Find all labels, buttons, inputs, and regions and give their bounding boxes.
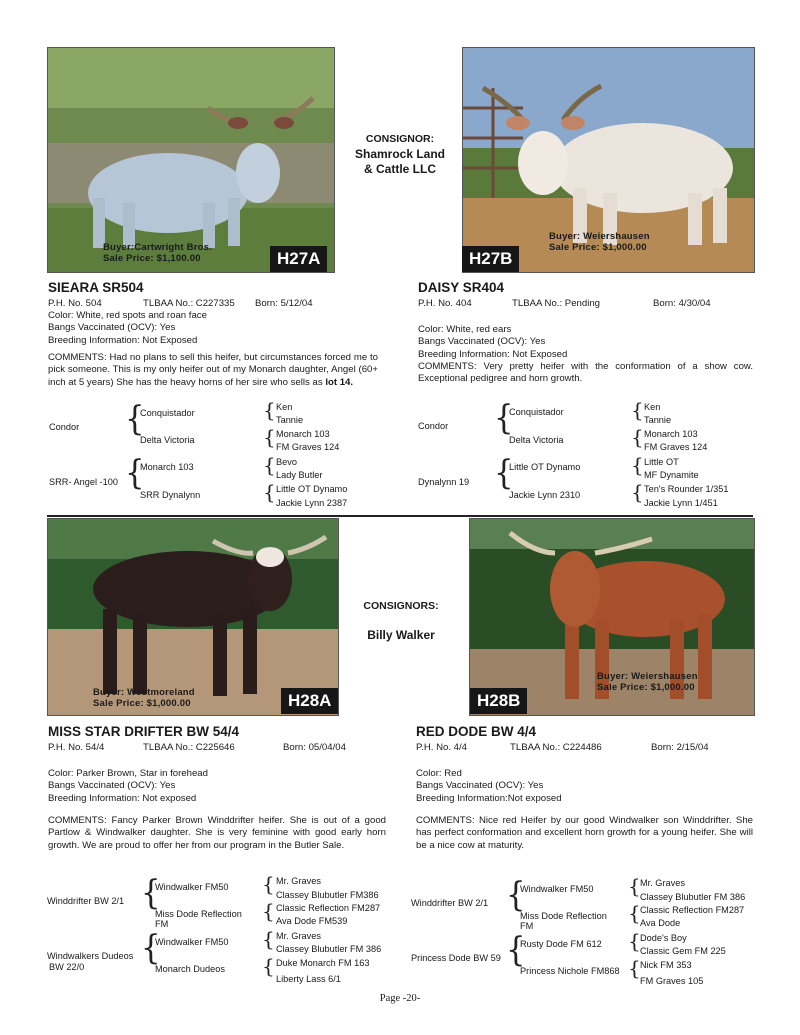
comments-h28b: COMMENTS: Nice red Heifer by our good Windwalker son Winddrifter. She has perfect conformation and excellent horn growth for a young heifer. She will be a nice cow at maturity. — [416, 815, 753, 851]
ped-sss-h28b: Mr. Graves — [640, 878, 685, 888]
ped-dam-h27b: Dynalynn 19 — [418, 477, 470, 487]
born-date-h28a: Born: 05/04/04 — [283, 742, 346, 753]
ped-dam-h28b: Princess Dode BW 59 — [411, 953, 501, 963]
sale-price-h27a: Sale Price: $1,100.00 — [103, 253, 201, 264]
buyer-h27b: Buyer: Weiershausen — [549, 231, 650, 242]
ped-dds-h27a: Little OT Dynamo — [276, 484, 348, 494]
color-h27a: Color: White, red spots and roan face — [48, 310, 207, 321]
bangs-h27b: Bangs Vaccinated (OCV): Yes — [418, 336, 546, 348]
brace-icon: { — [628, 956, 641, 980]
brace-icon: { — [494, 453, 514, 493]
ped-ssd-h27b: Tannie — [644, 415, 672, 425]
lot-tag-h27b: H27B — [462, 246, 519, 272]
ped-ssd-h28b: Classey Blubutler FM 386 — [640, 892, 746, 902]
lot-tag-h28b: H28B — [470, 688, 527, 714]
buyer-h28a: Buyer: Westmoreland — [93, 687, 195, 698]
brace-icon: { — [506, 930, 526, 970]
ped-dds-h28b: Nick FM 353 — [640, 960, 692, 970]
brace-icon: { — [262, 899, 275, 923]
ped-sdd-h28b: Ava Dode — [640, 918, 681, 928]
ped-dsd-h28b: Classic Gem FM 225 — [640, 946, 726, 956]
details-h27b — [418, 324, 567, 361]
brace-icon: { — [494, 398, 514, 438]
ped-ds-h28a: Windwalker FM50 — [155, 937, 229, 947]
ped-ssd-h28a: Classey Blubutler FM386 — [276, 890, 379, 900]
brace-icon: { — [628, 874, 641, 898]
brace-icon: { — [628, 901, 641, 925]
tlbaa-number-h27b: TLBAA No.: Pending — [512, 298, 600, 309]
brace-icon: { — [631, 425, 644, 449]
brace-icon: { — [141, 928, 161, 968]
ped-ds-h27b: Little OT Dynamo — [509, 462, 581, 472]
ped-dss-h27b: Little OT — [644, 457, 679, 467]
ped-dd-h27b: Jackie Lynn 2310 — [509, 490, 581, 500]
ped-sd-h28a-line2: FM — [155, 919, 169, 929]
comments-h28a: COMMENTS: Fancy Parker Brown Winddrifter heifer. She is out of a good Partlow & Windwalker daughter. She is very feminine with good early horn growth. We are proud to offer her from our program in the Butler Sale. — [48, 815, 386, 851]
ped-ss-h27b: Conquistador — [509, 407, 564, 417]
ped-sd-h28b-line2: FM — [520, 921, 534, 931]
brace-icon: { — [628, 929, 641, 953]
bangs-h28b: Bangs Vaccinated (OCV): Yes — [416, 780, 544, 792]
consignor-heading-bottom: CONSIGNORS: — [363, 600, 439, 612]
details-h28b — [416, 768, 562, 805]
ph-number-h28a: P.H. No. 54/4 — [48, 742, 105, 753]
ped-dam-h28a-line2: BW 22/0 — [49, 962, 85, 972]
breeding-h28a: Breeding Information: Not exposed — [48, 792, 197, 804]
ped-dam-h28a-line1: Windwalkers Dudeos — [47, 951, 134, 961]
ped-ss-h27a: Conquistador — [140, 408, 195, 418]
animal-name-h27a: SIEARA SR504 — [48, 280, 144, 295]
ped-ss-h28b: Windwalker FM50 — [520, 884, 594, 894]
ped-sire-h28b: Winddrifter BW 2/1 — [411, 898, 489, 908]
buyer-h27a: Buyer:Cartwright Bros. — [103, 242, 212, 253]
ped-ds-h28b: Rusty Dode FM 612 — [520, 939, 602, 949]
comments-text-h27a: COMMENTS: Had no plans to sell this heifer, but circumstances forced me to pick someone. This is my only heifer out of my Monarch daughter, Angel (60+ inch at 5 years) She has the heavy horns of her sire who sells as — [48, 352, 378, 388]
sale-price-h28a: Sale Price: $1,000.00 — [93, 698, 191, 709]
animal-name-h27b: DAISY SR404 — [418, 280, 505, 295]
consignor-name-top-line2: & Cattle LLC — [364, 162, 436, 176]
ped-sdd-h27a: FM Graves 124 — [276, 442, 340, 452]
ped-ssd-h27a: Tannie — [276, 415, 304, 425]
consignor-heading-top: CONSIGNOR: — [365, 133, 435, 145]
animal-name-h28a: MISS STAR DRIFTER BW 54/4 — [48, 724, 240, 739]
photo-h27a — [47, 47, 335, 273]
ped-ss-h28a: Windwalker FM50 — [155, 882, 229, 892]
tlbaa-number-h28a: TLBAA No.: C225646 — [143, 742, 235, 753]
ped-sire-h27a: Condor — [49, 422, 80, 432]
page-number: Page -20- — [379, 993, 421, 1004]
ped-sss-h27a: Ken — [276, 402, 293, 412]
ped-dss-h28a: Mr. Graves — [276, 931, 321, 941]
tlbaa-number-h28b: TLBAA No.: C224486 — [510, 742, 602, 753]
ped-dam-h27a: SRR- Angel -100 — [49, 477, 118, 487]
brace-icon: { — [506, 875, 526, 915]
comments-h27a — [48, 352, 378, 389]
ped-sss-h28a: Mr. Graves — [276, 876, 321, 886]
breeding-h27b: Breeding Information: Not Exposed — [418, 348, 568, 360]
ped-dsd-h28a: Classey Blubutler FM 386 — [276, 944, 382, 954]
ped-ddd-h28b: FM Graves 105 — [640, 976, 704, 986]
brace-icon: { — [263, 398, 276, 422]
ph-number-h28b: P.H. No. 4/4 — [416, 742, 468, 753]
ped-sdd-h28a: Ava Dode FM539 — [276, 916, 348, 926]
brace-icon: { — [125, 399, 145, 439]
born-date-h27b: Born: 4/30/04 — [653, 298, 711, 309]
ped-sss-h27b: Ken — [644, 402, 661, 412]
ped-sire-h28a: Winddrifter BW 2/1 — [47, 896, 125, 906]
ped-sd-h27a: Delta Victoria — [140, 435, 195, 445]
comments-h27b: COMMENTS: Very pretty heifer with the conformation of a show cow. Exceptional pedigree and horn growth. — [418, 361, 753, 385]
brace-icon: { — [262, 927, 275, 951]
ped-ds-h27a: Monarch 103 — [140, 462, 194, 472]
born-date-h27a: Born: 5/12/04 — [255, 298, 313, 309]
brace-icon: { — [631, 453, 644, 477]
ph-number-h27b: P.H. No. 404 — [418, 298, 472, 309]
details-h28a — [48, 768, 208, 805]
ped-dds-h28a: Duke Monarch FM 163 — [276, 958, 370, 968]
bangs-h28a: Bangs Vaccinated (OCV): Yes — [48, 780, 176, 792]
breeding-h27a: Breeding Information: Not Exposed — [48, 334, 198, 346]
ped-ddd-h28a: Liberty Lass 6/1 — [276, 974, 341, 984]
ped-sd-h28a-line1: Miss Dode Reflection — [155, 909, 242, 919]
bangs-h27a: Bangs Vaccinated (OCV): Yes — [48, 322, 176, 334]
ph-number-h27a: P.H. No. 504 — [48, 298, 102, 309]
consignor-name-top-line1: Shamrock Land — [354, 147, 446, 161]
section-divider — [47, 515, 753, 517]
details-h27a — [48, 310, 207, 347]
brace-icon: { — [631, 398, 644, 422]
ped-sds-h28a: Classic Reflection FM287 — [276, 903, 381, 913]
brace-icon: { — [262, 954, 275, 978]
color-h27b: Color: White, red ears — [418, 324, 512, 335]
brace-icon: { — [263, 453, 276, 477]
lot-tag-h27a: H27A — [270, 246, 327, 272]
brace-icon: { — [263, 480, 276, 504]
sale-price-h27b: Sale Price: $1,000.00 — [549, 242, 647, 253]
breeding-h28b: Breeding Information:Not exposed — [416, 792, 562, 804]
ped-dsd-h27a: Lady Butler — [276, 470, 323, 480]
ped-sdd-h27b: FM Graves 124 — [644, 442, 708, 452]
ped-dsd-h27b: MF Dynamite — [644, 470, 699, 480]
ped-sire-h27b: Condor — [418, 421, 449, 431]
brace-icon: { — [141, 873, 161, 913]
ped-dss-h28b: Dode's Boy — [640, 933, 687, 943]
ped-ddd-h27b: Jackie Lynn 1/451 — [644, 498, 718, 508]
brace-icon: { — [262, 872, 275, 896]
ped-sd-h28b-line1: Miss Dode Reflection — [520, 911, 607, 921]
ped-dss-h27a: Bevo — [276, 457, 297, 467]
ped-sd-h27b: Delta Victoria — [509, 435, 564, 445]
color-h28b: Color: Red — [416, 768, 462, 779]
animal-name-h28b: RED DODE BW 4/4 — [416, 724, 537, 739]
consignor-name-bottom: Billy Walker — [367, 628, 435, 642]
tlbaa-number-h27a: TLBAA No.: C227335 — [143, 298, 235, 309]
ped-sds-h28b: Classic Reflection FM287 — [640, 905, 745, 915]
sale-price-h28b: Sale Price: $1,000.00 — [597, 682, 695, 693]
color-h28a: Color: Parker Brown, Star in forehead — [48, 768, 208, 779]
born-date-h28b: Born: 2/15/04 — [651, 742, 709, 753]
ped-sds-h27b: Monarch 103 — [644, 429, 698, 439]
brace-icon: { — [263, 425, 276, 449]
brace-icon: { — [631, 480, 644, 504]
ped-dd-h27a: SRR Dynalynn — [140, 490, 201, 500]
buyer-h28b: Buyer: Weiershausen — [597, 671, 698, 682]
ped-sds-h27a: Monarch 103 — [276, 429, 330, 439]
ped-dd-h28a: Monarch Dudeos — [155, 964, 225, 974]
lot-tag-h28a: H28A — [281, 688, 338, 714]
ped-dds-h27b: Ten's Rounder 1/351 — [644, 484, 729, 494]
ped-dd-h28b: Princess Nichole FM868 — [520, 966, 620, 976]
ped-ddd-h27a: Jackie Lynn 2387 — [276, 498, 348, 508]
comments-lot-ref-h27a: lot 14. — [325, 376, 354, 388]
brace-icon: { — [125, 453, 145, 493]
